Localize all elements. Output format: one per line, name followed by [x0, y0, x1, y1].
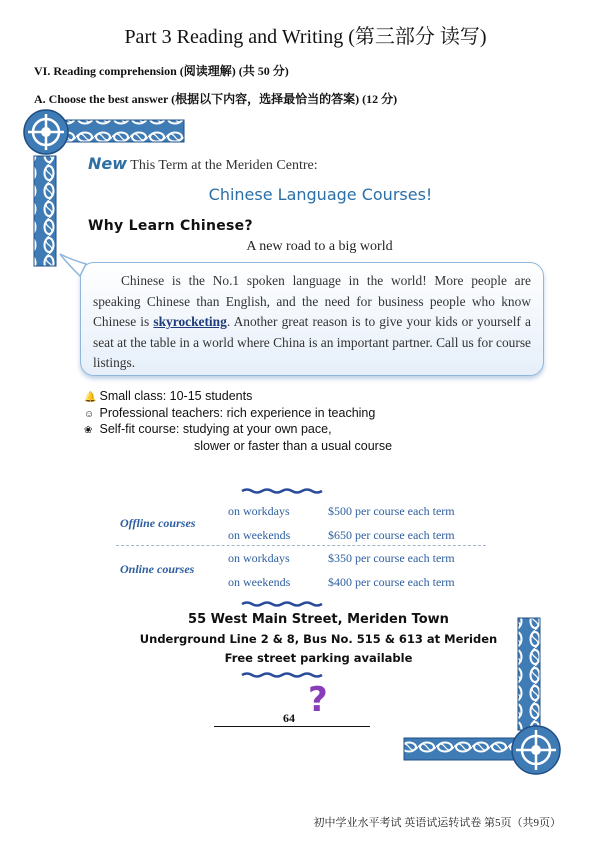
feature-self-fit: ❀ Self-fit course: studying at your own pace,	[84, 422, 392, 439]
offline-weekends-label: on weekends	[228, 528, 291, 542]
intro-paragraph	[93, 271, 531, 374]
paragraph-part-1: Chinese is the No.1 spoken language in the world! More people are speaking Chinese than English, and the need for business people who know Chinese is	[93, 273, 531, 329]
feature-teachers: ☺ Professional teachers: rich experience in teaching	[84, 406, 392, 423]
parking-info: Free street parking available	[224, 651, 413, 665]
offline-workdays-label: on workdays	[228, 504, 290, 518]
offline-workdays-price: $500 per course each term	[328, 504, 455, 518]
offline-courses-label: Offline courses	[120, 516, 196, 530]
part-title: Part 3 Reading and Writing (第三部分 读写)	[124, 26, 487, 48]
wave-ornament-middle	[242, 601, 322, 607]
flower-icon: ❀	[84, 425, 93, 436]
smiley-icon: ☺	[84, 408, 95, 420]
tagline: A new road to a big world	[246, 239, 393, 254]
page-footer: 初中学业水平考试 英语试运转试卷 第5页（共9页）	[313, 817, 561, 829]
feature-small-class: 🔔 Small class: 10-15 students	[84, 389, 392, 406]
address: 55 West Main Street, Meriden Town	[188, 612, 449, 627]
wave-ornament-top	[242, 488, 322, 494]
courses-title: Chinese Language Courses!	[208, 185, 433, 204]
bubble-tail	[58, 252, 88, 276]
online-weekends-label: on weekends	[228, 575, 291, 589]
online-courses-label: Online courses	[120, 562, 195, 576]
subsection-title: A. Choose the best answer (根据以下内容，选择最恰当的答案) (12 分)	[34, 92, 398, 106]
section-title: VI. Reading comprehension (阅读理解) (共 50 分)	[34, 64, 289, 78]
transport-info: Underground Line 2 & 8, Bus No. 515 & 613 at Meriden	[139, 632, 498, 646]
online-workdays-label: on workdays	[228, 551, 290, 565]
wave-ornament-bottom	[242, 672, 322, 678]
question-mark-icon: ?	[308, 680, 328, 720]
paragraph-part-2: . Another great reason is to give your kids or yourself a seat at the table in a world where China is an important partner. Call us for course listings.	[93, 314, 531, 370]
offline-weekends-price: $650 per course each term	[328, 528, 455, 542]
online-weekends-price: $400 per course each term	[328, 575, 455, 589]
page-number: 64	[283, 711, 295, 725]
online-workdays-price: $350 per course each term	[328, 551, 455, 565]
pricing-divider	[116, 545, 486, 546]
why-title: Why Learn Chinese?	[88, 218, 253, 234]
page-number-line	[214, 726, 370, 727]
new-line-text: This Term at the Meriden Centre:	[127, 158, 318, 173]
keyword-skyrocketing: skyrocketing	[153, 314, 227, 329]
new-label: New	[88, 154, 128, 173]
bell-icon: 🔔	[84, 392, 97, 403]
info-bubble	[80, 262, 544, 376]
new-term-line	[88, 154, 318, 174]
feature-self-fit-continued: slower or faster than a usual course	[194, 438, 393, 453]
feature-list	[84, 389, 392, 454]
